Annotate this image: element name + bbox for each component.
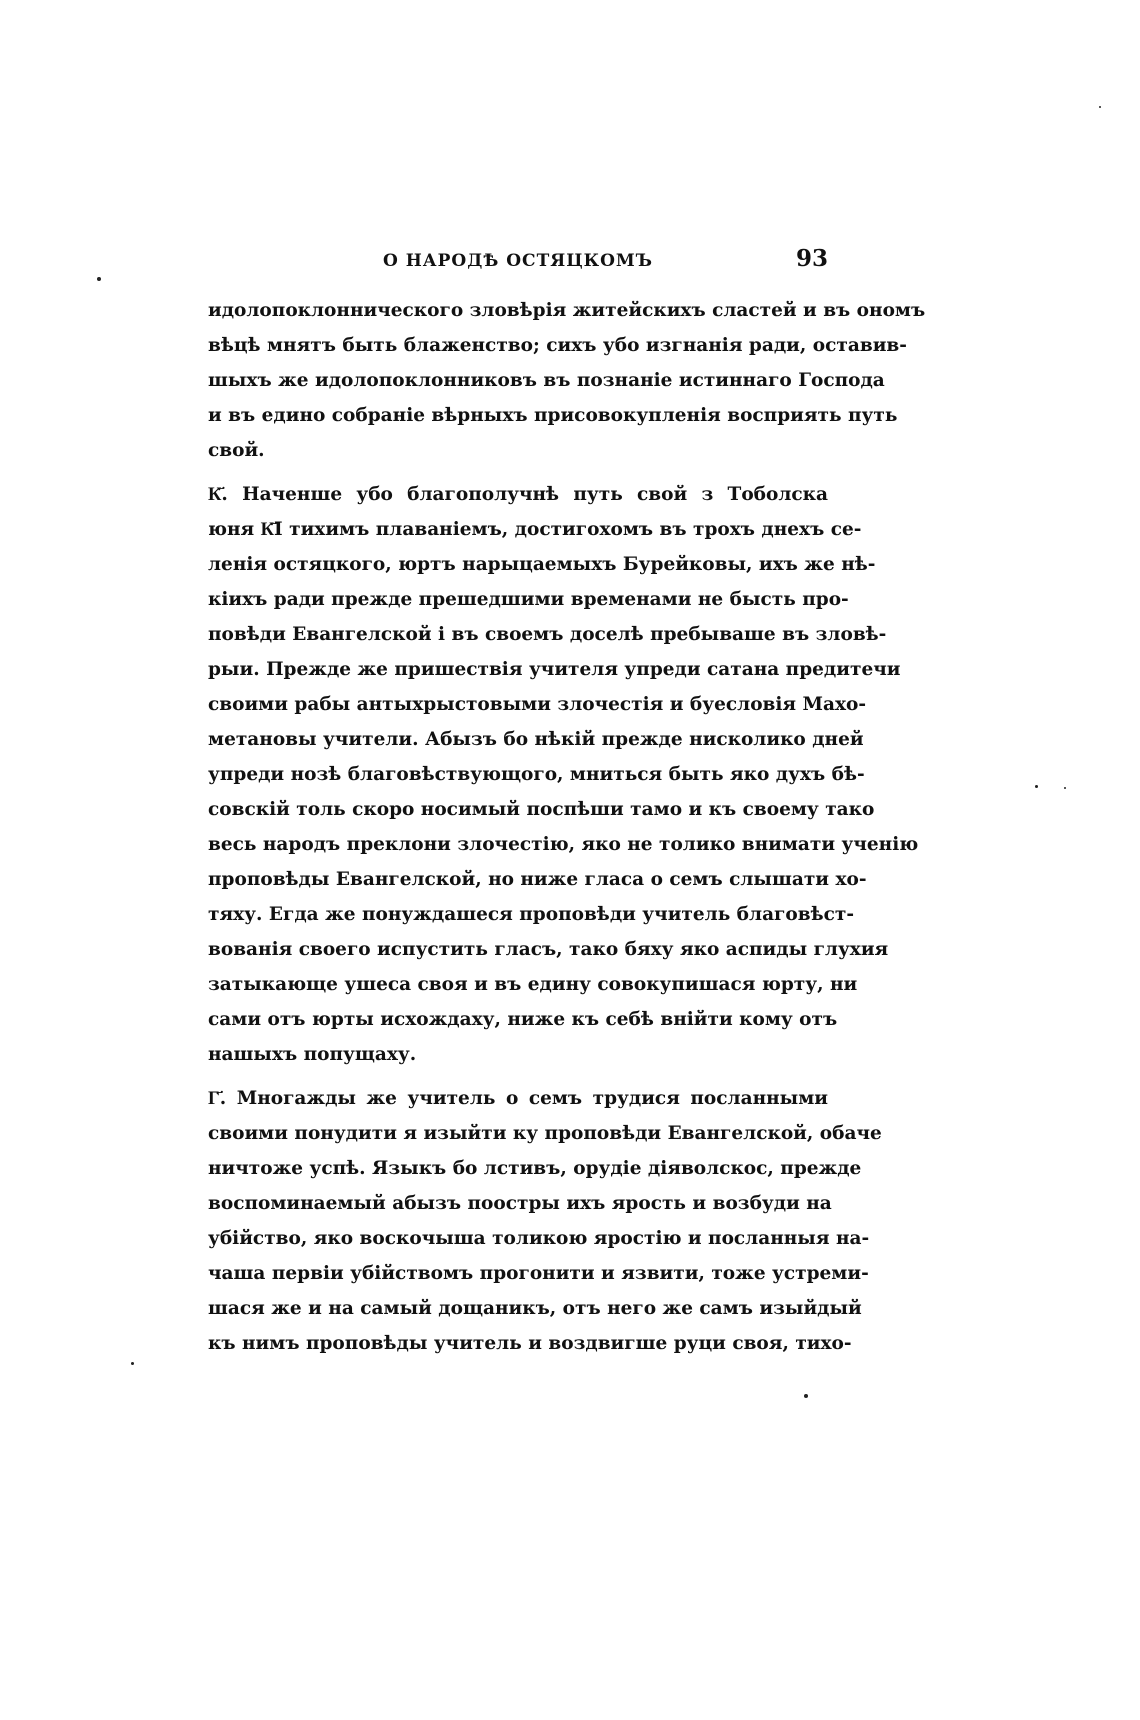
text-line: шыхъ же идолопоклонниковъ въ познаніе истиннаго Господа: [208, 370, 885, 391]
scan-speck: [97, 277, 101, 281]
text-line: сами отъ юрты исхождаху, ниже къ себѣ внійти кому отъ: [208, 1009, 838, 1030]
text-line: къ нимъ проповѣды учитель и воздвигше руци своя, тихо-: [208, 1333, 852, 1354]
text-line: ничтоже успѣ. Языкъ бо лстивъ, орудіе діяволскос, прежде: [208, 1158, 862, 1179]
scan-speck: [1064, 787, 1066, 789]
text-line: вованія своего испустить гласъ, тако бяху яко аспиды глухия: [208, 939, 889, 960]
text-line: воспоминаемый абызъ поостры ихъ ярость и возбуди на: [208, 1193, 832, 1214]
text-line: убійство, яко воскочыша толикою яростію и посланныя на-: [208, 1228, 870, 1249]
text-line: шася же и на самый дощаникъ, отъ него же самъ изыйдый: [208, 1298, 862, 1319]
scan-speck: [131, 1362, 134, 1365]
text-line: совскій толь скоро носимый поспѣши тамо и къ своему тако: [208, 799, 875, 820]
text-line: упреди нозѣ благовѣствующого, мниться быть яко духъ бѣ-: [208, 764, 865, 785]
text-line: кіихъ ради прежде прешедшими временами не бысть про-: [208, 589, 849, 610]
paragraph-2: [208, 477, 919, 1072]
text-line: вѣцѣ мнятъ быть блаженство; сихъ убо изгнанія ради, оставив-: [208, 335, 907, 356]
paragraph-gap: [208, 1072, 828, 1081]
page-number: 93: [795, 245, 828, 272]
scan-speck: [1035, 785, 1038, 788]
text-line: чаша первіи убійствомъ прогонити и язвити, тоже устреми-: [208, 1263, 869, 1284]
text-line: идолопоклоннического зловѣрія житейскихъ сластей и въ ономъ: [208, 300, 926, 321]
text-line: и въ едино собраніе вѣрныхъ присовокупленія восприять путь: [208, 405, 898, 426]
paragraph-gap: [208, 468, 828, 477]
paragraph-3: [208, 1081, 882, 1361]
page-header: [208, 245, 828, 278]
running-title: О НАРОДѢ ОСТЯЦКОМЪ: [383, 251, 653, 271]
text-line: ленія остяцкого, юртъ нарыцаемыхъ Бурейковы, ихъ же нѣ-: [208, 554, 876, 575]
text-line: проповѣды Евангелской, но ниже гласа о семъ слышати хо-: [208, 869, 867, 890]
text-line: Г҃. Многажды же учитель о семъ трудися посланными: [208, 1088, 828, 1109]
paragraph-1: [208, 293, 926, 468]
scan-speck: [804, 1394, 808, 1398]
text-line: своими рабы антыхрыстовыми злочестія и буесловія Махо-: [208, 694, 867, 715]
text-line: метановы учители. Абызъ бо нѣкій прежде нисколико дней: [208, 729, 864, 750]
text-line: рыи. Прежде же пришествія учителя упреди сатана предитечи: [208, 659, 901, 680]
scan-speck: [1099, 106, 1101, 108]
text-line: весь народъ преклони злочестію, яко не толико внимати ученію: [208, 834, 919, 855]
text-line: тяху. Егда же понуждашеся проповѣди учитель благовѣст-: [208, 904, 855, 925]
text-line: нашыхъ попущаху.: [208, 1044, 417, 1065]
text-line: свой.: [208, 440, 265, 461]
text-line: юня К҃І тихимъ плаваніемъ, достигохомъ въ трохъ днехъ се-: [208, 519, 862, 540]
body-text: [208, 293, 926, 1361]
text-line: затыкающе ушеса своя и въ едину совокупишася юрту, ни: [208, 974, 858, 995]
text-line: К҃. Наченше убо благополучнѣ путь свой з Тоболска: [208, 484, 828, 505]
text-line: своими понудити я изыйти ку проповѣди Евангелской, обаче: [208, 1123, 882, 1144]
text-line: повѣди Евангелской і въ своемъ доселѣ пребываше въ зловѣ-: [208, 624, 887, 645]
